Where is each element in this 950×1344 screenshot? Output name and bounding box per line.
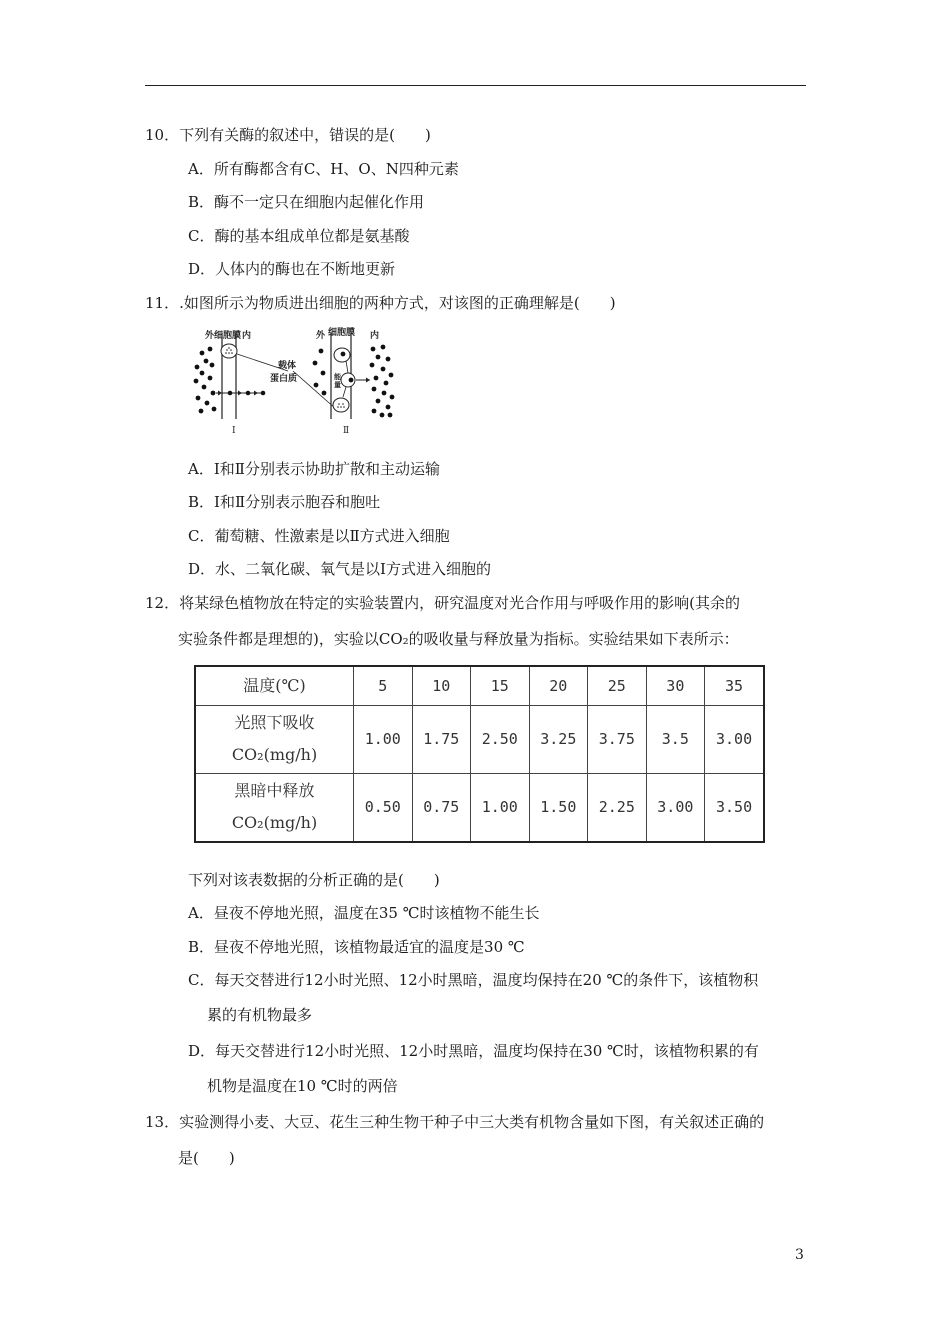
- row-label-dark: [195, 773, 354, 842]
- q12-option-d-line2: 机物是温度在10 ℃时的两倍: [207, 1077, 398, 1095]
- carrier-label-1: 载体: [278, 361, 297, 371]
- q11-option-a: A．Ⅰ和Ⅱ分别表示协助扩散和主动运输: [188, 460, 440, 478]
- header-rule: [145, 85, 806, 86]
- q12-option-c-line2: 累的有机物最多: [207, 1006, 313, 1024]
- carrier-label-2: 蛋白质: [270, 374, 298, 384]
- panel1-label: Ⅰ: [232, 426, 236, 436]
- value-cell: 0.50: [354, 773, 413, 842]
- membrane-transport-diagram: [188, 323, 408, 441]
- value-cell: 1.75: [412, 706, 471, 774]
- row-label-line: CO₂(mg/h): [231, 745, 318, 765]
- value-cell: 3.00: [705, 706, 764, 774]
- temp-cell: 30: [646, 666, 705, 706]
- temp-cell: 15: [471, 666, 530, 706]
- q13-stem-line1: 13．实验测得小麦、大豆、花生三种生物干种子中三大类有机物含量如下图，有关叙述正确的: [145, 1113, 765, 1131]
- value-cell: 1.00: [354, 706, 413, 774]
- value-cell: 3.50: [705, 773, 764, 842]
- q11-stem: 11．.如图所示为物质进出细胞的两种方式，对该图的正确理解是( ): [145, 294, 616, 312]
- q10-option-a: A．所有酶都含有C、H、O、N四种元素: [188, 160, 459, 178]
- table-row: [195, 666, 764, 706]
- page-number: 3: [795, 1247, 804, 1263]
- q13-stem-line2: 是( ): [178, 1149, 235, 1167]
- panel1-inner-label: 内: [242, 331, 252, 341]
- q10-option-b: B．酶不一定只在细胞内起催化作用: [188, 193, 425, 211]
- table-row: [195, 773, 764, 842]
- value-cell: 1.00: [471, 773, 530, 842]
- row-label-line: 黑暗中释放: [234, 781, 315, 801]
- q12-option-c-line1: C．每天交替进行12小时光照、12小时黑暗，温度均保持在20 ℃的条件下，该植物积: [188, 971, 759, 989]
- row-label-line: CO₂(mg/h): [231, 813, 318, 833]
- q12-option-a: A．昼夜不停地光照，温度在35 ℃时该植物不能生长: [188, 904, 540, 922]
- temp-cell: 25: [588, 666, 647, 706]
- value-cell: 2.25: [588, 773, 647, 842]
- header-cell: 温度(℃): [195, 666, 354, 706]
- value-cell: 1.50: [529, 773, 588, 842]
- panel2-label: Ⅱ: [343, 426, 350, 436]
- panel2-inner-label: 内: [370, 331, 380, 341]
- value-cell: 3.5: [646, 706, 705, 774]
- q12-stem-line1: 12．将某绿色植物放在特定的实验装置内，研究温度对光合作用与呼吸作用的影响(其余的: [145, 594, 740, 612]
- value-cell: 0.75: [412, 773, 471, 842]
- q10-option-d: D．人体内的酶也在不断地更新: [188, 260, 396, 278]
- energy-label-1: 能: [334, 372, 341, 381]
- temp-cell: 35: [705, 666, 764, 706]
- panel1-membrane-label: 细胞膜: [214, 331, 242, 341]
- q12-option-d-line1: D．每天交替进行12小时光照、12小时黑暗，温度均保持在30 ℃时，该植物积累的有: [188, 1042, 759, 1060]
- q12-option-b: B．昼夜不停地光照，该植物最适宜的温度是30 ℃: [188, 938, 525, 956]
- results-table: [194, 665, 765, 843]
- temp-cell: 10: [412, 666, 471, 706]
- q10-stem: 10．下列有关酶的叙述中，错误的是( ): [145, 126, 431, 144]
- energy-label-2: 量: [334, 380, 341, 389]
- q10-option-c: C．酶的基本组成单位都是氨基酸: [188, 227, 410, 245]
- q12-prompt: 下列对该表数据的分析正确的是( ): [188, 871, 440, 889]
- panel2-outer-label: 外: [316, 331, 326, 341]
- q11-option-c: C．葡萄糖、性激素是以Ⅱ方式进入细胞: [188, 527, 450, 545]
- q11-option-b: B．Ⅰ和Ⅱ分别表示胞吞和胞吐: [188, 493, 381, 511]
- temp-cell: 5: [354, 666, 413, 706]
- value-cell: 3.00: [646, 773, 705, 842]
- q11-option-d: D．水、二氧化碳、氧气是以Ⅰ方式进入细胞的: [188, 560, 491, 578]
- value-cell: 3.75: [588, 706, 647, 774]
- panel1-outer-label: 外: [205, 331, 215, 341]
- value-cell: 3.25: [529, 706, 588, 774]
- row-label-light: [195, 706, 354, 774]
- q12-stem-line2: 实验条件都是理想的)，实验以CO₂的吸收量与释放量为指标。实验结果如下表所示：: [178, 630, 739, 648]
- table-row: [195, 706, 764, 774]
- temp-cell: 20: [529, 666, 588, 706]
- row-label-line: 光照下吸收: [234, 713, 315, 733]
- panel2-membrane-label: 细胞膜: [328, 328, 356, 338]
- value-cell: 2.50: [471, 706, 530, 774]
